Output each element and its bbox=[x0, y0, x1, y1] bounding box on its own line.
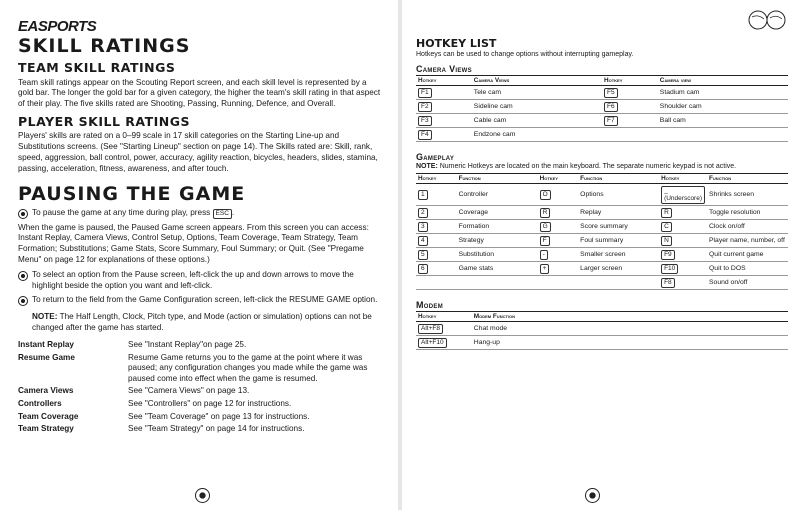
def-row bbox=[18, 386, 384, 397]
table-cell: Game stats bbox=[457, 262, 538, 276]
table-cell: Player name, number, off bbox=[707, 234, 788, 248]
table-cell bbox=[578, 276, 659, 290]
hotkey: F7 bbox=[604, 116, 618, 126]
table-cell: Clock on/off bbox=[707, 220, 788, 234]
hotkey: F10 bbox=[661, 264, 678, 274]
modem-table bbox=[416, 311, 788, 350]
table-row bbox=[416, 262, 788, 276]
player-skill-text: Players' skills are rated on a 0–99 scale in 17 skill categories on the Starting Line-up and Substitutions screens. (See "Starting Lineup" section on page 14). The Skills rated are: Skill, rank, speed, aggression, ball control, power, accuracy, agility reaction, bicycles, headers, slides, stamina, passing, acceleration, fitness, awareness, and after touch. bbox=[18, 131, 378, 173]
table-cell: Controller bbox=[457, 184, 538, 206]
def-term: Team Coverage bbox=[18, 411, 79, 421]
def-term: Instant Replay bbox=[18, 339, 74, 349]
modem-heading: Modem bbox=[416, 300, 443, 310]
def-term: Controllers bbox=[18, 398, 62, 408]
return-bullet bbox=[18, 295, 384, 306]
def-desc: See "Team Strategy" on page 14 for instructions. bbox=[128, 424, 305, 434]
soccer-ball-icon bbox=[195, 488, 210, 503]
right-page bbox=[402, 0, 800, 510]
table-cell bbox=[538, 184, 579, 206]
table-cell bbox=[416, 276, 457, 290]
hotkey: F2 bbox=[418, 102, 432, 112]
table-header: Camera Views bbox=[472, 76, 602, 86]
team-skill-heading: TEAM SKILL RATINGS bbox=[18, 60, 176, 75]
table-cell: Shrinks screen bbox=[707, 184, 788, 206]
hotkey: F bbox=[540, 236, 550, 246]
table-header: Hotkey bbox=[602, 76, 658, 86]
player-skill-heading: PLAYER SKILL RATINGS bbox=[18, 113, 191, 129]
ea-sports-logo: EASPORTS bbox=[18, 18, 97, 35]
table-cell bbox=[659, 234, 707, 248]
table-row bbox=[416, 220, 788, 234]
soccer-ball-icon bbox=[18, 271, 28, 281]
camera-views-heading: Camera Views bbox=[416, 64, 472, 74]
table-cell bbox=[416, 184, 457, 206]
table-cell bbox=[538, 248, 579, 262]
hotkey: F1 bbox=[418, 88, 432, 98]
hotkey: Alt+F8 bbox=[418, 324, 443, 334]
hotkey: C bbox=[661, 222, 672, 232]
pause-options-list bbox=[18, 340, 384, 435]
hotkey: O bbox=[540, 190, 551, 200]
camera-views-table bbox=[416, 75, 788, 142]
table-cell bbox=[416, 262, 457, 276]
hotkey-list-heading: HOTKEY LIST bbox=[416, 37, 497, 50]
table-cell bbox=[538, 234, 579, 248]
hotkey: - bbox=[540, 250, 548, 260]
note-text: The Half Length, Clock, Pitch type, and Mode (action or simulation) options can not be changed after the game has started. bbox=[32, 312, 372, 333]
table-row bbox=[416, 336, 788, 350]
hotkey: 6 bbox=[418, 264, 428, 274]
def-desc: See "Instant Replay"on page 25. bbox=[128, 339, 247, 349]
hotkey: F8 bbox=[661, 278, 675, 288]
table-cell: Quit current game bbox=[707, 248, 788, 262]
table-header: Hotkey bbox=[659, 174, 707, 184]
def-row bbox=[18, 353, 384, 385]
pause-note bbox=[18, 312, 384, 334]
table-row bbox=[416, 248, 788, 262]
team-skill-text: Team skill ratings appear on the Scouting Report screen, and each skill level is represented by a gold bar. The longer the gold bar for a given category, the higher the team's skill rating in that aspect of their play. The five skills rated are Shooting, Passing, Running, Defence, and Overall. bbox=[18, 77, 381, 109]
table-cell bbox=[659, 276, 707, 290]
hotkey: N bbox=[661, 236, 672, 246]
table-cell: Larger screen bbox=[578, 262, 659, 276]
soccer-ball-icon bbox=[18, 296, 28, 306]
table-cell: Endzone cam bbox=[472, 128, 602, 142]
table-cell bbox=[659, 262, 707, 276]
hotkey: 1 bbox=[418, 190, 428, 200]
table-header: Hotkey bbox=[416, 174, 457, 184]
table-cell: Quit to DOS bbox=[707, 262, 788, 276]
pausing-heading: PAUSING THE GAME bbox=[18, 182, 246, 205]
table-row bbox=[416, 206, 788, 220]
table-cell: Toggle resolution bbox=[707, 206, 788, 220]
table-header: Function bbox=[578, 174, 659, 184]
hotkey: R bbox=[540, 208, 551, 218]
table-cell: Substitution bbox=[457, 248, 538, 262]
table-header: Camera view bbox=[658, 76, 788, 86]
table-header: Hotkey bbox=[416, 312, 472, 322]
table-header: Function bbox=[457, 174, 538, 184]
table-cell: Chat mode bbox=[472, 322, 788, 336]
hotkey: 2 bbox=[418, 208, 428, 218]
table-cell bbox=[659, 206, 707, 220]
gameplay-note-text: Numeric Hotkeys are located on the main keyboard. The separate numeric keypad is not active. bbox=[439, 163, 737, 170]
table-cell bbox=[658, 128, 788, 142]
table-row bbox=[416, 322, 788, 336]
hotkey: F5 bbox=[604, 88, 618, 98]
table-cell: Cable cam bbox=[472, 114, 602, 128]
table-header: Function bbox=[707, 174, 788, 184]
table-row bbox=[416, 234, 788, 248]
hotkey: F9 bbox=[661, 250, 675, 260]
gameplay-table bbox=[416, 173, 788, 290]
table-header: Hotkey bbox=[416, 76, 472, 86]
table-header: Modem Function bbox=[472, 312, 788, 322]
table-cell bbox=[538, 276, 579, 290]
table-cell: Options bbox=[578, 184, 659, 206]
table-header: Hotkey bbox=[538, 174, 579, 184]
table-row bbox=[416, 100, 788, 114]
hotkey: F6 bbox=[604, 102, 618, 112]
table-cell: Smaller screen bbox=[578, 248, 659, 262]
table-cell bbox=[416, 234, 457, 248]
table-cell: Replay bbox=[578, 206, 659, 220]
table-row bbox=[416, 276, 788, 290]
table-cell bbox=[416, 220, 457, 234]
table-cell bbox=[659, 248, 707, 262]
hotkey: F4 bbox=[418, 130, 432, 140]
gameplay-note bbox=[416, 163, 788, 170]
table-cell bbox=[457, 276, 538, 290]
def-row bbox=[18, 399, 384, 410]
hotkey: F3 bbox=[418, 116, 432, 126]
table-cell: Foul summary bbox=[578, 234, 659, 248]
table-cell: Sideline cam bbox=[472, 100, 602, 114]
table-row bbox=[416, 184, 788, 206]
table-row bbox=[416, 114, 788, 128]
note-label: NOTE: bbox=[416, 163, 438, 170]
def-desc: See "Controllers" on page 12 for instructions. bbox=[128, 398, 292, 408]
hotkey: G bbox=[540, 222, 551, 232]
hotkey: + bbox=[540, 264, 550, 274]
table-cell: Sound on/off bbox=[707, 276, 788, 290]
hotkey: R bbox=[661, 208, 672, 218]
hotkey: 3 bbox=[418, 222, 428, 232]
table-cell bbox=[659, 184, 707, 206]
table-row bbox=[416, 128, 788, 142]
table-cell bbox=[538, 206, 579, 220]
skill-ratings-heading: SKILL RATINGS bbox=[18, 35, 191, 57]
table-cell bbox=[602, 128, 658, 142]
select-bullet bbox=[18, 270, 384, 292]
table-cell: Score summary bbox=[578, 220, 659, 234]
table-cell: Tele cam bbox=[472, 86, 602, 100]
def-term: Team Strategy bbox=[18, 424, 74, 434]
pause-bullet-text: To pause the game at any time during play, press bbox=[32, 207, 211, 217]
table-cell bbox=[538, 220, 579, 234]
hotkey: 4 bbox=[418, 236, 428, 246]
hotkey: 5 bbox=[418, 250, 428, 260]
def-row bbox=[18, 340, 384, 351]
def-row bbox=[18, 412, 384, 423]
table-cell: Coverage bbox=[457, 206, 538, 220]
world-cup-globe-icon bbox=[748, 8, 786, 32]
table-cell bbox=[659, 220, 707, 234]
gameplay-heading: Gameplay bbox=[416, 152, 455, 162]
table-cell: Strategy bbox=[457, 234, 538, 248]
def-desc: See "Camera Views" on page 13. bbox=[128, 386, 250, 396]
table-cell bbox=[416, 248, 457, 262]
def-desc: Resume Game returns you to the game at the point where it was paused; any configuration changes you made while the game was paused come into effect when the game is resumed. bbox=[128, 352, 368, 383]
hotkey: Alt+F10 bbox=[418, 338, 447, 348]
def-term: Camera Views bbox=[18, 386, 74, 396]
note-label: NOTE: bbox=[32, 312, 58, 322]
soccer-ball-icon bbox=[18, 209, 28, 219]
def-term: Resume Game bbox=[18, 352, 75, 362]
pause-text: When the game is paused, the Paused Game screen appears. From this screen you can access: Instant Replay, Camera Views, Control Setup, Options, Team Coverage, Team Strategy, Team Formation; Substitutions; Game Stats, Score Summary, Foul Summary; or Quit. (See "Pregame Menu" on page 12 for explanations of these options.) bbox=[18, 222, 369, 264]
left-page bbox=[0, 0, 398, 510]
select-bullet-text: To select an option from the Pause screen, left-click the up and down arrows to move the highlight beside the option you want and left-click. bbox=[32, 269, 354, 290]
hotkey: _ (Underscore) bbox=[661, 186, 705, 204]
def-desc: See "Team Coverage" on page 13 for instructions. bbox=[128, 411, 310, 421]
def-row bbox=[18, 424, 384, 435]
pause-bullet: To pause the game at any time during play, press ESC . bbox=[18, 208, 384, 219]
table-row bbox=[416, 86, 788, 100]
table-cell bbox=[538, 262, 579, 276]
return-bullet-text: To return to the field from the Game Configuration screen, left-click the RESUME GAME option. bbox=[32, 295, 378, 305]
table-cell: Hang-up bbox=[472, 336, 788, 350]
soccer-ball-icon bbox=[585, 488, 600, 503]
table-cell: Formation bbox=[457, 220, 538, 234]
esc-key: ESC bbox=[213, 209, 232, 219]
table-cell: Shoulder cam bbox=[658, 100, 788, 114]
table-cell: Ball cam bbox=[658, 114, 788, 128]
table-cell: Stadium cam bbox=[658, 86, 788, 100]
table-cell bbox=[416, 206, 457, 220]
hotkey-subtitle: Hotkeys can be used to change options without interrupting gameplay. bbox=[416, 51, 634, 58]
